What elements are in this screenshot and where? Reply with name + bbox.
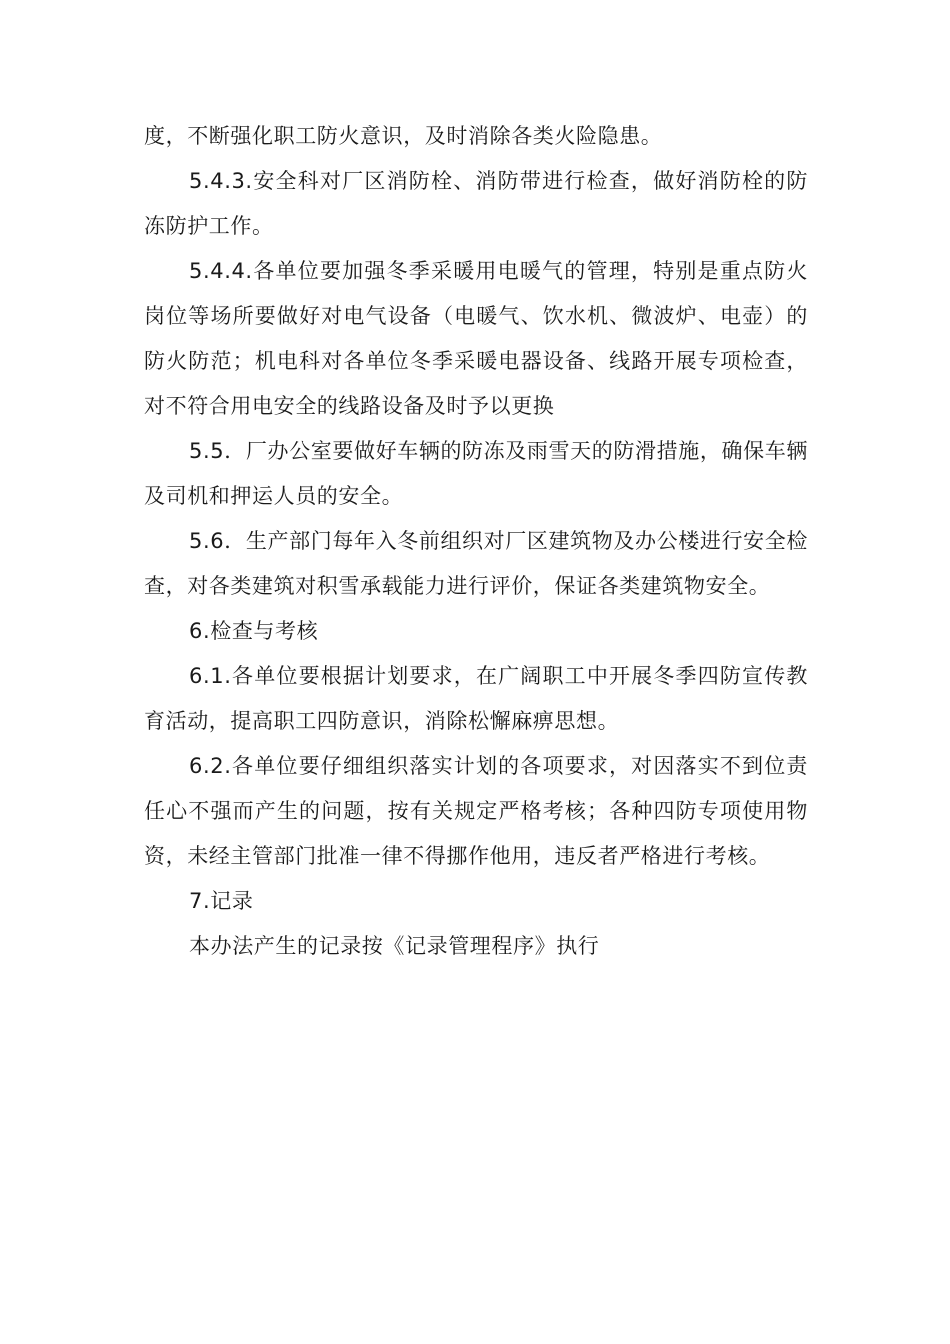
paragraph-5-5: 5.5．厂办公室要做好车辆的防冻及雨雪天的防滑措施，确保车辆及司机和押运人员的安全。: [144, 439, 808, 508]
paragraph-5-6: 5.6．生产部门每年入冬前组织对厂区建筑物及办公楼进行安全检查，对各类建筑对积雪承载能力进行评价，保证各类建筑物安全。: [144, 529, 808, 598]
paragraph-record: 本办法产生的记录按《记录管理程序》执行: [189, 934, 600, 958]
document-body: [144, 114, 808, 969]
section-heading-7: 7.记录: [189, 889, 254, 913]
section-heading-6: 6.检查与考核: [189, 619, 319, 643]
paragraph-6-1: 6.1.各单位要根据计划要求，在广阔职工中开展冬季四防宣传教育活动，提高职工四防意识，消除松懈麻痹思想。: [144, 664, 808, 733]
paragraph-5-4-3: 5.4.3.安全科对厂区消防栓、消防带进行检查，做好消防栓的防冻防护工作。: [144, 169, 808, 238]
paragraph-6-2: 6.2.各单位要仔细组织落实计划的各项要求，对因落实不到位责任心不强而产生的问题，按有关规定严格考核；各种四防专项使用物资，未经主管部门批准一律不得挪作他用，违反者严格进行考核。: [144, 754, 808, 868]
paragraph-5-4-4: 5.4.4.各单位要加强冬季采暖用电暖气的管理，特别是重点防火岗位等场所要做好对电气设备（电暖气、饮水机、微波炉、电壶）的防火防范；机电科对各单位冬季采暖电器设备、线路开展专项检查，对不符合用电安全的线路设备及时予以更换: [144, 259, 808, 418]
paragraph-continuation: 度，不断强化职工防火意识，及时消除各类火险隐患。: [144, 124, 663, 148]
